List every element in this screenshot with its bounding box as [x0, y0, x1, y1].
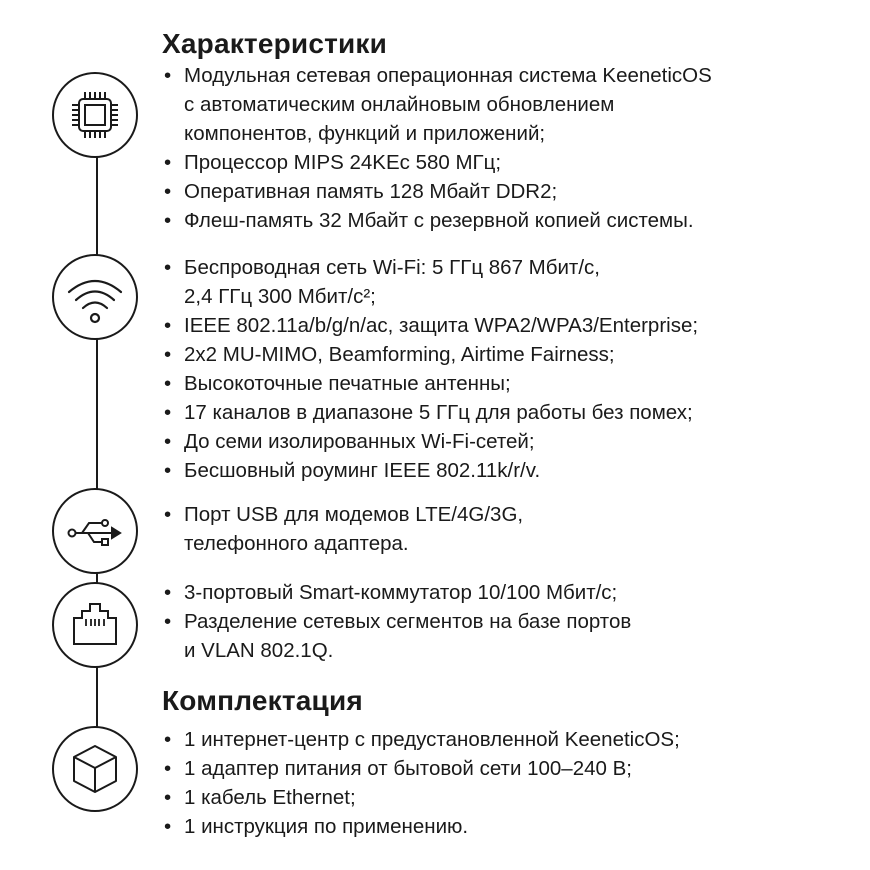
usb-icon: [52, 488, 138, 574]
list-item: • 1 инструкция по применению.: [162, 812, 680, 841]
list-item: • Бесшовный роуминг IEEE 802.11k/r/v.: [162, 456, 698, 485]
switch-spec-list: [162, 578, 631, 665]
box-icon: [52, 726, 138, 812]
list-item: • 3-портовый Smart-коммутатор 10/100 Мбит/с;: [162, 578, 631, 607]
usb-spec-list: [162, 500, 523, 558]
package-heading: Комплектация: [162, 685, 363, 716]
list-item: • 2x2 MU-MIMO, Beamforming, Airtime Fairness;: [162, 340, 698, 369]
list-item: • IEEE 802.11a/b/g/n/ac, защита WPA2/WPA3/Enterprise;: [162, 311, 698, 340]
list-item: • 1 кабель Ethernet;: [162, 783, 680, 812]
list-item: • Модульная сетевая операционная система KeeneticOS с автоматическим онлайновым обновлением компонентов, функций и приложений;: [162, 61, 712, 148]
list-item: • 1 адаптер питания от бытовой сети 100–240 В;: [162, 754, 680, 783]
list-item: • До семи изолированных Wi-Fi-сетей;: [162, 427, 698, 456]
list-item: • Оперативная память 128 Мбайт DDR2;: [162, 177, 712, 206]
list-item: • 17 каналов в диапазоне 5 ГГц для работы без помех;: [162, 398, 698, 427]
package-contents-list: [162, 725, 680, 841]
ethernet-port-icon: [52, 582, 138, 668]
processor-spec-list: [162, 61, 712, 235]
specs-heading: Характеристики: [162, 28, 388, 59]
wifi-spec-list: [162, 253, 698, 485]
list-item: • Порт USB для модемов LTE/4G/3G, телефонного адаптера.: [162, 500, 523, 558]
processor-chip-icon: [52, 72, 138, 158]
list-item: • Разделение сетевых сегментов на базе портов и VLAN 802.1Q.: [162, 607, 631, 665]
list-item: • Флеш-память 32 Мбайт с резервной копией системы.: [162, 206, 712, 235]
list-item: • Процессор MIPS 24KEc 580 МГц;: [162, 148, 712, 177]
list-item: • Высокоточные печатные антенны;: [162, 369, 698, 398]
wifi-icon: [52, 254, 138, 340]
list-item: • Беспроводная сеть Wi-Fi: 5 ГГц 867 Мбит/с, 2,4 ГГц 300 Мбит/с²;: [162, 253, 698, 311]
list-item: • 1 интернет-центр с предустановленной KeeneticOS;: [162, 725, 680, 754]
